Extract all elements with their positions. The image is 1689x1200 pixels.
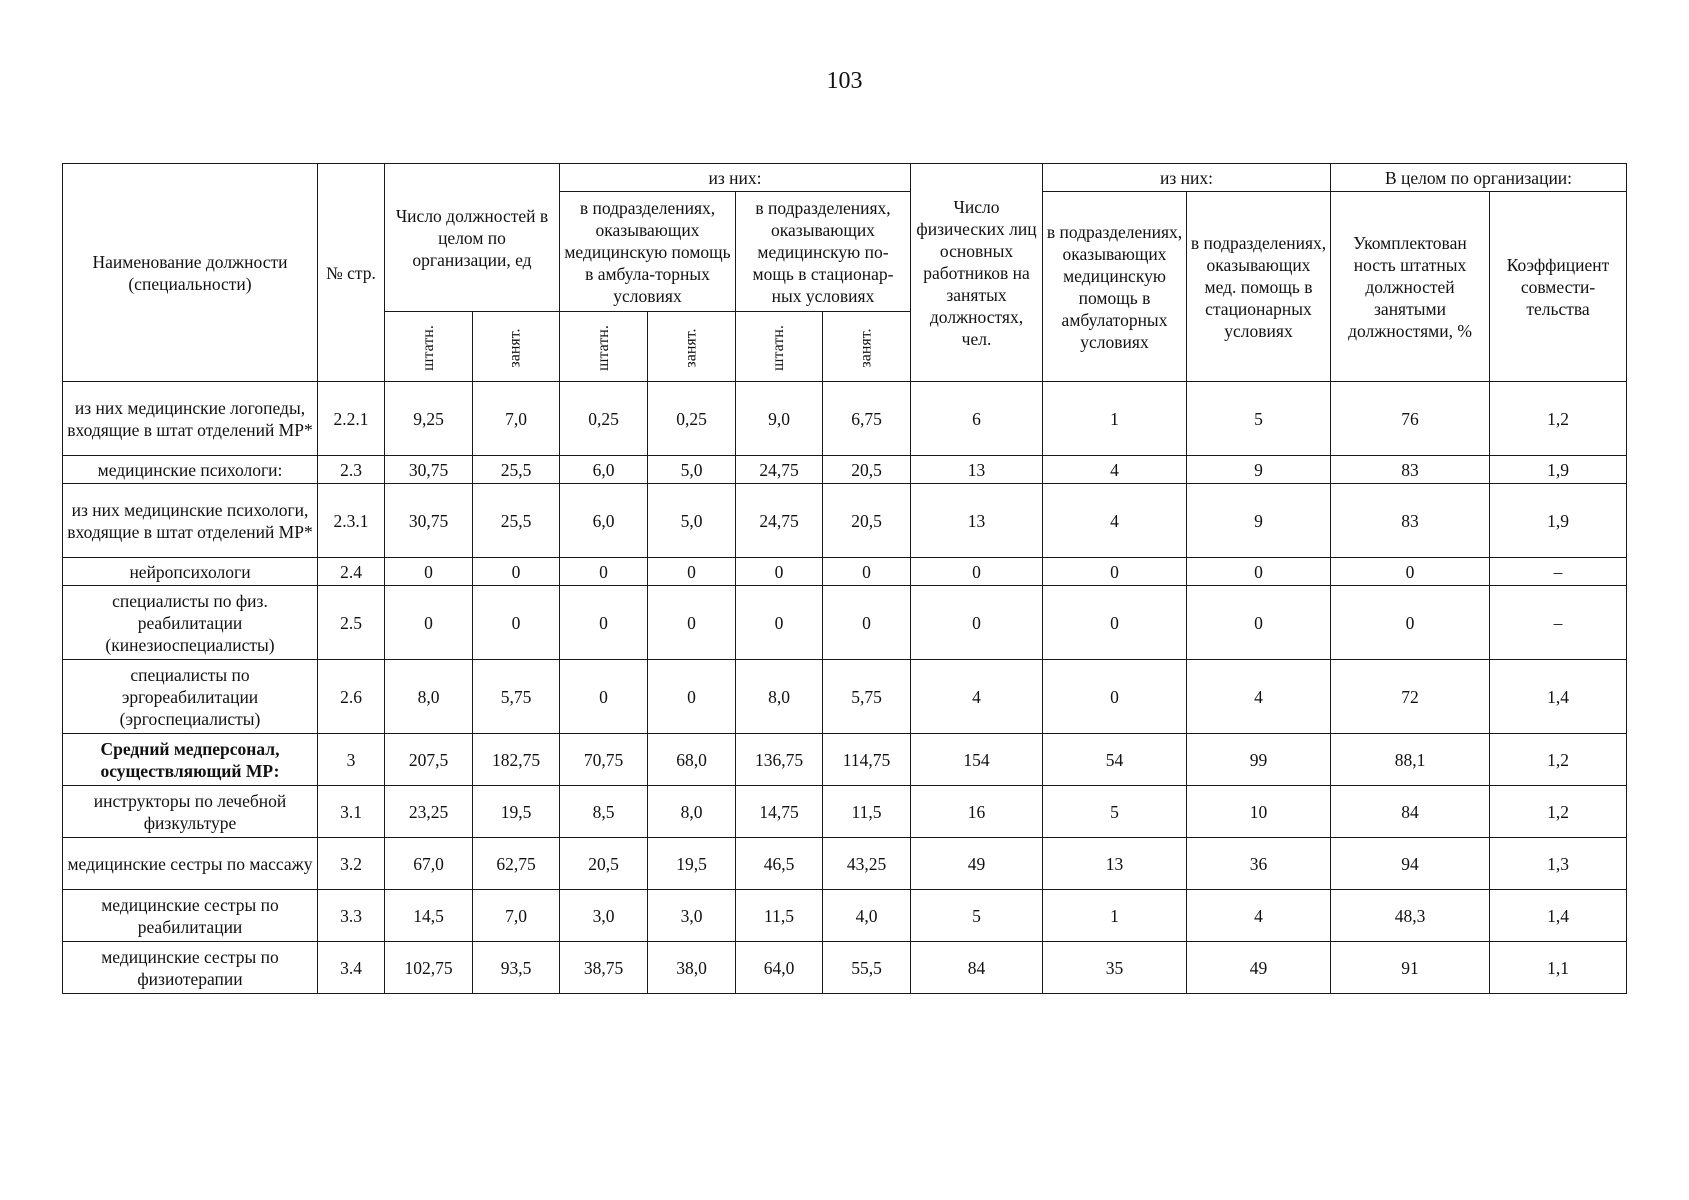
table-row	[63, 484, 1627, 558]
stat-zanyat-cell: 11,5	[823, 786, 911, 838]
phys-amb-cell: 0	[1043, 660, 1187, 734]
table-body	[63, 382, 1627, 994]
total-shtat-cell: 0	[385, 586, 473, 660]
amb-shtat-cell: 20,5	[560, 838, 648, 890]
total-shtat-cell: 9,25	[385, 382, 473, 456]
phys-amb-cell: 35	[1043, 942, 1187, 994]
row-number-cell: 2.3.1	[318, 484, 385, 558]
phys-stat-cell: 49	[1187, 942, 1331, 994]
stat-zanyat-cell: 5,75	[823, 660, 911, 734]
staffing-percent-cell: 94	[1331, 838, 1490, 890]
coefficient-cell: 1,2	[1490, 382, 1627, 456]
page-number: 103	[826, 68, 863, 94]
stat-zanyat-cell: 114,75	[823, 734, 911, 786]
stat-shtat-cell: 9,0	[736, 382, 823, 456]
staffing-percent-cell: 83	[1331, 456, 1490, 484]
amb-zanyat-cell: 38,0	[648, 942, 736, 994]
table-row	[63, 660, 1627, 734]
stat-zanyat-cell: 55,5	[823, 942, 911, 994]
table-header	[63, 164, 1627, 382]
header-org-total: В целом по организации:	[1331, 164, 1627, 192]
phys-persons-cell: 13	[911, 484, 1043, 558]
phys-stat-cell: 99	[1187, 734, 1331, 786]
stat-zanyat-cell: 43,25	[823, 838, 911, 890]
total-zanyat-cell: 0	[473, 558, 560, 586]
amb-zanyat-cell: 5,0	[648, 484, 736, 558]
header-phys-stationary: в подразделениях, оказывающих мед. помощь в стационарных условиях	[1187, 192, 1331, 382]
phys-persons-cell: 6	[911, 382, 1043, 456]
coefficient-cell: 1,4	[1490, 660, 1627, 734]
header-physical-persons: Число физических лиц основных работников на занятых должностях, чел.	[911, 164, 1043, 382]
stat-zanyat-cell: 20,5	[823, 484, 911, 558]
header-stat-shtat: штатн.	[736, 312, 823, 382]
table-row	[63, 586, 1627, 660]
stat-shtat-cell: 46,5	[736, 838, 823, 890]
table-row	[63, 890, 1627, 942]
amb-shtat-cell: 0	[560, 586, 648, 660]
row-number-cell: 2.3	[318, 456, 385, 484]
coefficient-cell: 1,2	[1490, 786, 1627, 838]
phys-amb-cell: 0	[1043, 586, 1187, 660]
amb-zanyat-cell: 19,5	[648, 838, 736, 890]
total-zanyat-cell: 0	[473, 586, 560, 660]
stat-shtat-cell: 24,75	[736, 456, 823, 484]
phys-stat-cell: 9	[1187, 456, 1331, 484]
table-row	[63, 558, 1627, 586]
phys-amb-cell: 4	[1043, 456, 1187, 484]
coefficient-cell: 1,2	[1490, 734, 1627, 786]
table-row	[63, 382, 1627, 456]
total-zanyat-cell: 19,5	[473, 786, 560, 838]
amb-shtat-cell: 3,0	[560, 890, 648, 942]
table-row	[63, 786, 1627, 838]
row-number-cell: 2.4	[318, 558, 385, 586]
phys-persons-cell: 0	[911, 558, 1043, 586]
stat-zanyat-cell: 0	[823, 586, 911, 660]
row-number-cell: 3.1	[318, 786, 385, 838]
phys-stat-cell: 0	[1187, 558, 1331, 586]
phys-stat-cell: 4	[1187, 660, 1331, 734]
table-row	[63, 456, 1627, 484]
coefficient-cell: –	[1490, 558, 1627, 586]
total-zanyat-cell: 93,5	[473, 942, 560, 994]
position-name-cell: нейропсихологи	[63, 558, 318, 586]
row-number-cell: 3	[318, 734, 385, 786]
phys-amb-cell: 5	[1043, 786, 1187, 838]
position-name-cell: Средний медперсонал, осуществляющий МР:	[63, 734, 318, 786]
stat-zanyat-cell: 0	[823, 558, 911, 586]
row-number-cell: 3.4	[318, 942, 385, 994]
header-iz-nih-1: из них:	[560, 164, 911, 192]
coefficient-cell: 1,1	[1490, 942, 1627, 994]
position-name-cell: из них медицинские психологи, входящие в штат отделений МР*	[63, 484, 318, 558]
total-zanyat-cell: 62,75	[473, 838, 560, 890]
amb-zanyat-cell: 5,0	[648, 456, 736, 484]
stat-shtat-cell: 11,5	[736, 890, 823, 942]
stat-shtat-cell: 24,75	[736, 484, 823, 558]
header-amb-shtat: штатн.	[560, 312, 648, 382]
header-positions-total: Число должностей в целом по организации, ед	[385, 164, 560, 312]
stat-zanyat-cell: 4,0	[823, 890, 911, 942]
phys-amb-cell: 13	[1043, 838, 1187, 890]
staffing-percent-cell: 84	[1331, 786, 1490, 838]
header-staffing: Укомплектован ность штатных должностей занятыми должностями, %	[1331, 192, 1490, 382]
stat-zanyat-cell: 20,5	[823, 456, 911, 484]
staffing-percent-cell: 83	[1331, 484, 1490, 558]
position-name-cell: медицинские сестры по массажу	[63, 838, 318, 890]
header-name-column: Наименование должности (специальности)	[63, 164, 318, 382]
amb-shtat-cell: 0	[560, 558, 648, 586]
stat-shtat-cell: 0	[736, 586, 823, 660]
staffing-percent-cell: 91	[1331, 942, 1490, 994]
total-zanyat-cell: 7,0	[473, 382, 560, 456]
total-shtat-cell: 207,5	[385, 734, 473, 786]
total-shtat-cell: 30,75	[385, 484, 473, 558]
row-number-cell: 3.3	[318, 890, 385, 942]
amb-zanyat-cell: 3,0	[648, 890, 736, 942]
header-iz-nih-2: из них:	[1043, 164, 1331, 192]
amb-shtat-cell: 38,75	[560, 942, 648, 994]
phys-stat-cell: 4	[1187, 890, 1331, 942]
phys-persons-cell: 5	[911, 890, 1043, 942]
stat-shtat-cell: 136,75	[736, 734, 823, 786]
position-name-cell: медицинские сестры по физиотерапии	[63, 942, 318, 994]
position-name-cell: медицинские психологи:	[63, 456, 318, 484]
header-amb-zanyat: занят.	[648, 312, 736, 382]
total-zanyat-cell: 182,75	[473, 734, 560, 786]
staffing-table	[62, 163, 1627, 994]
staffing-percent-cell: 0	[1331, 586, 1490, 660]
header-phys-ambulatory: в подразделениях, оказывающих медицинскую помощь в амбулаторных условиях	[1043, 192, 1187, 382]
phys-amb-cell: 1	[1043, 382, 1187, 456]
amb-shtat-cell: 70,75	[560, 734, 648, 786]
coefficient-cell: 1,9	[1490, 484, 1627, 558]
row-number-cell: 2.2.1	[318, 382, 385, 456]
total-zanyat-cell: 25,5	[473, 484, 560, 558]
coefficient-cell: 1,9	[1490, 456, 1627, 484]
phys-persons-cell: 0	[911, 586, 1043, 660]
position-name-cell: медицинские сестры по реабилитации	[63, 890, 318, 942]
total-shtat-cell: 67,0	[385, 838, 473, 890]
staffing-percent-cell: 0	[1331, 558, 1490, 586]
phys-stat-cell: 36	[1187, 838, 1331, 890]
position-name-cell: инструкторы по лечебной физкультуре	[63, 786, 318, 838]
header-coefficient: Коэффициент совмести-тельства	[1490, 192, 1627, 382]
row-number-cell: 3.2	[318, 838, 385, 890]
header-stat-zanyat: занят.	[823, 312, 911, 382]
header-total-shtat: штатн.	[385, 312, 473, 382]
header-ambulatory: в подразделениях, оказывающих медицинскую помощь в амбула-торных условиях	[560, 192, 736, 312]
amb-shtat-cell: 6,0	[560, 456, 648, 484]
phys-amb-cell: 4	[1043, 484, 1187, 558]
amb-zanyat-cell: 68,0	[648, 734, 736, 786]
staffing-percent-cell: 48,3	[1331, 890, 1490, 942]
phys-amb-cell: 1	[1043, 890, 1187, 942]
phys-amb-cell: 0	[1043, 558, 1187, 586]
stat-zanyat-cell: 6,75	[823, 382, 911, 456]
amb-zanyat-cell: 0	[648, 586, 736, 660]
table-row	[63, 734, 1627, 786]
total-shtat-cell: 14,5	[385, 890, 473, 942]
total-shtat-cell: 23,25	[385, 786, 473, 838]
coefficient-cell: –	[1490, 586, 1627, 660]
stat-shtat-cell: 64,0	[736, 942, 823, 994]
amb-shtat-cell: 0	[560, 660, 648, 734]
amb-zanyat-cell: 0	[648, 660, 736, 734]
table-row	[63, 838, 1627, 890]
total-zanyat-cell: 25,5	[473, 456, 560, 484]
amb-zanyat-cell: 0	[648, 558, 736, 586]
stat-shtat-cell: 8,0	[736, 660, 823, 734]
phys-persons-cell: 154	[911, 734, 1043, 786]
phys-stat-cell: 0	[1187, 586, 1331, 660]
coefficient-cell: 1,3	[1490, 838, 1627, 890]
phys-stat-cell: 5	[1187, 382, 1331, 456]
staffing-percent-cell: 72	[1331, 660, 1490, 734]
phys-persons-cell: 84	[911, 942, 1043, 994]
phys-persons-cell: 4	[911, 660, 1043, 734]
position-name-cell: специалисты по физ. реабилитации (кинезиоспециалисты)	[63, 586, 318, 660]
row-number-cell: 2.6	[318, 660, 385, 734]
position-name-cell: специалисты по эргореабилитации (эргоспециалисты)	[63, 660, 318, 734]
total-shtat-cell: 102,75	[385, 942, 473, 994]
amb-shtat-cell: 8,5	[560, 786, 648, 838]
stat-shtat-cell: 0	[736, 558, 823, 586]
header-total-zanyat: занят.	[473, 312, 560, 382]
total-zanyat-cell: 7,0	[473, 890, 560, 942]
phys-persons-cell: 13	[911, 456, 1043, 484]
coefficient-cell: 1,4	[1490, 890, 1627, 942]
total-shtat-cell: 0	[385, 558, 473, 586]
phys-persons-cell: 16	[911, 786, 1043, 838]
amb-shtat-cell: 6,0	[560, 484, 648, 558]
amb-zanyat-cell: 0,25	[648, 382, 736, 456]
amb-shtat-cell: 0,25	[560, 382, 648, 456]
amb-zanyat-cell: 8,0	[648, 786, 736, 838]
total-shtat-cell: 30,75	[385, 456, 473, 484]
row-number-cell: 2.5	[318, 586, 385, 660]
phys-amb-cell: 54	[1043, 734, 1187, 786]
phys-stat-cell: 10	[1187, 786, 1331, 838]
phys-persons-cell: 49	[911, 838, 1043, 890]
staffing-percent-cell: 76	[1331, 382, 1490, 456]
total-shtat-cell: 8,0	[385, 660, 473, 734]
position-name-cell: из них медицинские логопеды, входящие в штат отделений МР*	[63, 382, 318, 456]
phys-stat-cell: 9	[1187, 484, 1331, 558]
header-stationary: в подразделениях, оказывающих медицинскую по-мощь в стационар-ных условиях	[736, 192, 911, 312]
staffing-percent-cell: 88,1	[1331, 734, 1490, 786]
header-row-number: № стр.	[318, 164, 385, 382]
stat-shtat-cell: 14,75	[736, 786, 823, 838]
total-zanyat-cell: 5,75	[473, 660, 560, 734]
table-row	[63, 942, 1627, 994]
